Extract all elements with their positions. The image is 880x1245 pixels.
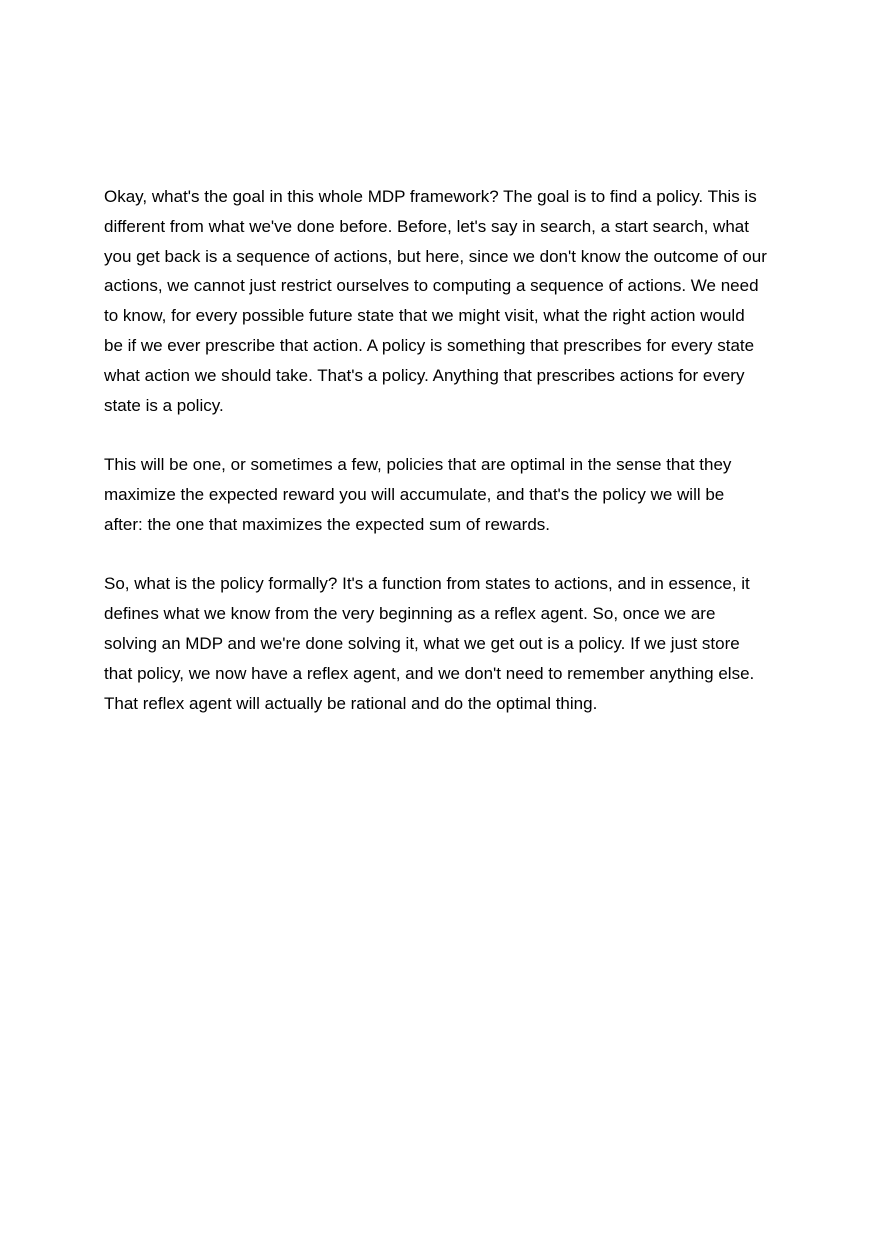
paragraph-goal-of-mdp: Okay, what's the goal in this whole MDP framework? The goal is to find a policy. This is different from what we've done before. Before, let's say in search, a start search, what you get back is a sequence of actions, but here, since we don't know the outcome of our actions, we cannot just restrict ourselves to computing a sequence of actions. We need to know, for every possible future state that we might visit, what the right action would be if we ever prescribe that action. A policy is something that prescribes for every state what action we should take. That's a policy. Anything that prescribes actions for every state is a policy. <box>104 187 767 415</box>
document-body <box>104 182 780 748</box>
paragraph-policy-definition: So, what is the policy formally? It's a function from states to actions, and in essence, it defines what we know from the very beginning as a reflex agent. So, once we are solving an MDP and we're done solving it, what we get out is a policy. If we just store that policy, we now have a reflex agent, and we don't need to remember anything else. That reflex agent will actually be rational and do the optimal thing. <box>104 574 755 713</box>
paragraph-optimal-policies: This will be one, or sometimes a few, policies that are optimal in the sense that they maximize the expected reward you will accumulate, and that's the policy we will be after: the one that maximizes the expected sum of rewards. <box>104 455 732 534</box>
